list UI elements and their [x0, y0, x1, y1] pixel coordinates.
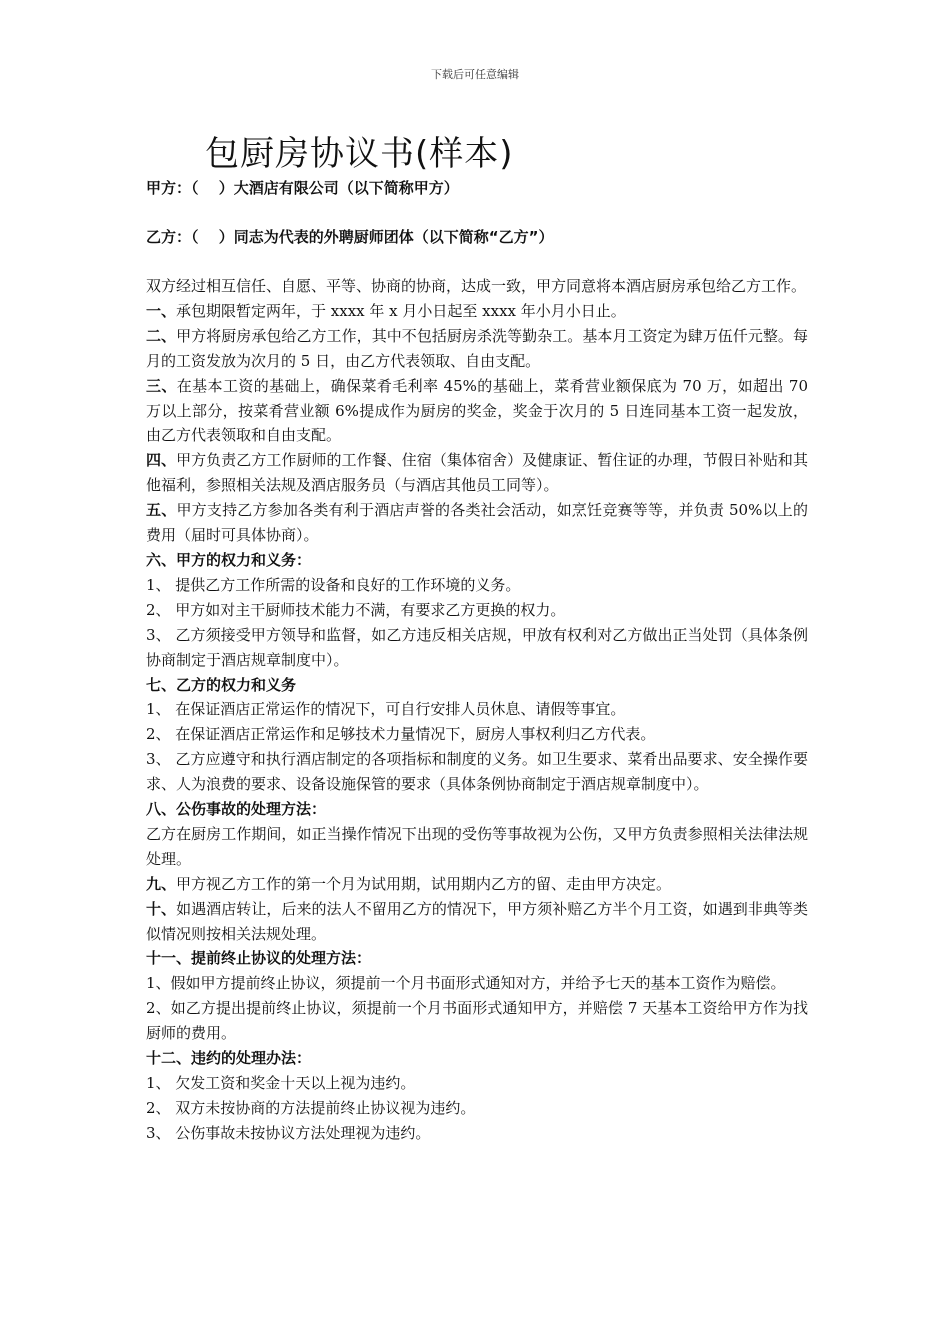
list-item: 3、 公伤事故未按协议方法处理视为违约。	[146, 1123, 431, 1142]
section-heading-7: 七、乙方的权力和义务	[146, 675, 297, 694]
clause-1	[146, 299, 808, 324]
section-heading-6: 六、甲方的权力和义务：	[146, 550, 312, 569]
party-a-line: 甲方：（ ）大酒店有限公司（以下简称甲方）	[146, 179, 459, 197]
list-item: 2、 双方未按协商的方法提前终止协议视为违约。	[146, 1098, 476, 1117]
document-body	[146, 274, 808, 1146]
clause-9	[146, 872, 808, 897]
clause-number: 三、	[146, 376, 177, 395]
document-title: 包厨房协议书(样本)	[205, 134, 514, 174]
clause-text: 甲方支持乙方参加各类有利于酒店声誉的各类社会活动，如烹饪竞赛等等，并负责 50%以上的费用（届时可具体协商）。	[146, 501, 808, 545]
list-item: 1、 在保证酒店正常运作的情况下，可自行安排人员休息、请假等事宜。	[146, 700, 626, 719]
clause-10	[146, 897, 808, 947]
section-heading-8: 八、公伤事故的处理方法：	[146, 800, 327, 819]
list-item: 1、 提供乙方工作所需的设备和良好的工作环境的义务。	[146, 575, 521, 594]
party-b-line: 乙方：（ ）同志为代表的外聘厨师团体（以下简称“乙方”）	[146, 228, 554, 246]
list-item: 2、 甲方如对主干厨师技术能力不满，有要求乙方更换的权力。	[146, 600, 566, 619]
clause-number: 五、	[146, 501, 177, 520]
clause-8-text: 乙方在厨房工作期间，如正当操作情况下出现的受伤等事故视为公伤，又甲方负责参照相关法律法规处理。	[146, 824, 808, 868]
clause-4	[146, 448, 808, 498]
clause-text: 甲方视乙方工作的第一个月为试用期，试用期内乙方的留、走由甲方决定。	[176, 874, 672, 893]
clause-number: 四、	[146, 451, 177, 470]
list-item: 1、 欠发工资和奖金十天以上视为违约。	[146, 1074, 416, 1092]
list-item: 2、 在保证酒店正常运作和足够技术力量情况下，厨房人事权利归乙方代表。	[146, 725, 656, 744]
section-heading-11: 十一、提前终止协议的处理方法：	[146, 949, 372, 968]
clause-3	[146, 374, 808, 449]
list-item: 3、 乙方应遵守和执行酒店制定的各项指标和制度的义务。如卫生要求、菜肴出品要求、安全操作要求、人为浪费的要求、设备设施保管的要求（具体条例协商制定于酒店规章制度中）。	[146, 750, 808, 794]
list-item: 3、 乙方须接受甲方领导和监督，如乙方违反相关店规，甲放有权利对乙方做出正当处罚（具体条例协商制定于酒店规章制度中）。	[146, 625, 808, 669]
clause-number: 一、	[146, 301, 177, 320]
clause-text: 承包期限暂定两年，于 xxxx 年 x 月小日起至 xxxx 年小月小日止。	[176, 301, 626, 320]
clause-number: 十、	[146, 899, 177, 918]
header-note: 下载后可任意编辑	[431, 68, 519, 81]
clause-text: 在基本工资的基础上，确保菜肴毛利率 45%的基础上，菜肴营业额保底为 70 万，如超出 70 万以上部分，按菜肴营业额 6%提成作为厨房的奖金，奖金于次月的 5 日连同基本工资一起发放，由乙方代表领取和自由支配。	[146, 376, 808, 445]
section-heading-12: 十二、违约的处理办法：	[146, 1049, 312, 1068]
clause-text: 如遇酒店转让，后来的法人不留用乙方的情况下，甲方须补赔乙方半个月工资，如遇到非典等类似情况则按相关法规处理。	[146, 899, 808, 943]
clause-number: 二、	[146, 326, 177, 345]
intro-paragraph: 双方经过相互信任、自愿、平等、协商的协商，达成一致，甲方同意将本酒店厨房承包给乙方工作。	[146, 277, 807, 295]
clause-5	[146, 498, 808, 548]
clause-text: 甲方将厨房承包给乙方工作，其中不包括厨房杀洗等勤杂工。基本月工资定为肆万伍仟元整。每月的工资发放为次月的 5 日，由乙方代表领取、自由支配。	[146, 326, 808, 370]
clause-2	[146, 324, 808, 374]
list-item: 1、假如甲方提前终止协议，须提前一个月书面形式通知对方，并给予七天的基本工资作为赔偿。	[146, 974, 786, 993]
clause-number: 九、	[146, 874, 177, 893]
clause-text: 甲方负责乙方工作厨师的工作餐、住宿（集体宿舍）及健康证、暂住证的办理，节假日补贴和其他福利，参照相关法规及酒店服务员（与酒店其他员工同等）。	[146, 451, 808, 495]
list-item: 2、如乙方提出提前终止协议，须提前一个月书面形式通知甲方，并赔偿 7 天基本工资给甲方作为找厨师的费用。	[146, 999, 808, 1043]
